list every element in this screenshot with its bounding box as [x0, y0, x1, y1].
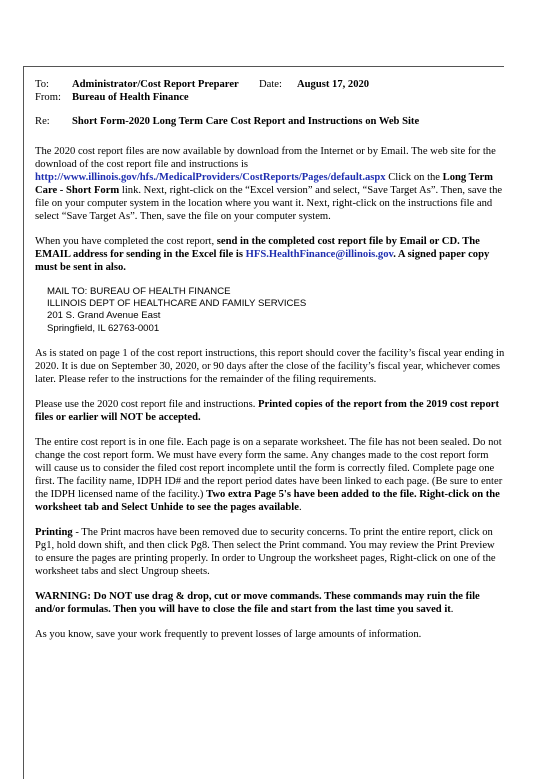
paragraph-submit-bold: send in the completed cost report file by Email or CD. The EMAIL address for sending in the Excel file is	[35, 236, 480, 260]
paragraph-one-file	[35, 436, 505, 514]
re-label: Re:	[35, 116, 50, 127]
to-label: To:	[35, 79, 49, 90]
to-value: Administrator/Cost Report Preparer	[72, 79, 239, 90]
mailing-line-3: 201 S. Grand Avenue East	[47, 310, 161, 322]
paragraph-one-file-bold: Two extra Page 5's have been added to the file. Right-click on the worksheet tab and Select Unhide to see the pages available	[35, 488, 500, 513]
from-label: From:	[35, 92, 61, 103]
from-value: Bureau of Health Finance	[72, 92, 189, 103]
paragraph-due-date: As is stated on page 1 of the cost report instructions, this report should cover the facility’s fiscal year ending in 2020. It is due on September 30, 2020, or 90 days after the close of the facility’s fiscal year, whichever comes later. Please refer to the instructions for the remainder of the filing requirements.	[35, 347, 505, 385]
mailing-line-1: MAIL TO: BUREAU OF HEALTH FINANCE	[47, 286, 231, 297]
paragraph-submit-text: When you have completed the cost report,	[35, 236, 217, 247]
to-row	[35, 78, 505, 91]
paragraph-save-work: As you know, save your work frequently to prevent losses of large amounts of information.	[35, 628, 422, 640]
warning-end: .	[450, 603, 454, 615]
paragraph-printing-text: - The Print macros have been removed due to security concerns. To print the entire report, click on Pg1, hold down shift, and then click Pg8. Then select the Print command. You may review the Print Preview to ensure the pages are printing properly. In order to Ungroup the worksheet pages, Right-click on one of the worksheet tabs and slect Ungroup sheets.	[35, 526, 496, 577]
warning-text: WARNING: Do NOT use drag & drop, cut or move commands. These commands may ruin the file and/or formulas. Then you will have to close the file and start from the last time you saved it	[35, 590, 480, 615]
paragraph-use-2020-text: Please use the 2020 cost report file and instructions.	[35, 398, 259, 410]
from-row	[35, 91, 505, 104]
date-label: Date:	[259, 79, 282, 90]
email-link[interactable]: HFS.HealthFinance@illinois.gov	[245, 249, 394, 260]
mailing-line-2: ILLINOIS DEPT OF HEALTHCARE AND FAMILY SERVICES	[47, 298, 307, 310]
web-site-link[interactable]: http://www.illinois.gov/hfs./MedicalProviders/CostReports/Pages/default.aspx	[35, 172, 386, 183]
mailing-address	[35, 286, 505, 335]
mailing-line-4: Springfield, IL 62763-0001	[47, 322, 160, 334]
paragraph-download	[35, 145, 505, 223]
re-row	[35, 115, 505, 128]
printing-heading: Printing	[35, 526, 73, 538]
paragraph-one-file-end: .	[298, 501, 302, 513]
paragraph-download-text-3: link. Next, right-click on the “Excel version” and select, “Save Target As”. Then, save the file on your computer system in the location where you want it. Next, right-click on the instructions file and select “Save Target As”. Then, save the file on your computer system.	[35, 185, 503, 222]
re-value: Short Form-2020 Long Term Care Cost Report and Instructions on Web Site	[72, 116, 420, 127]
paragraph-use-2020	[35, 398, 505, 424]
memo-body	[35, 78, 505, 641]
paragraph-use-2020-bold: Printed copies of the report from the 2019 cost report files or earlier will NOT be accepted.	[35, 398, 499, 423]
paragraph-download-text-2: Click on the	[385, 172, 443, 183]
date-value: August 17, 2020	[297, 79, 370, 90]
paragraph-download-text: The 2020 cost report files are now available by download from the Internet or by Email. The web site for the download of the cost report file and instructions is	[35, 146, 496, 170]
long-term-care-short-form-text: Long Term Care - Short Form	[35, 172, 494, 196]
paragraph-one-file-text: The entire cost report is in one file. Each page is on a separate worksheet. The file has not been sealed. Do not change the cost report form. We must have every form the same. Any changes made to the cost report form will cause us to consider the filed cost report incomplete until the form is correctly filed. Complete page one first. The facility name, IDPH ID# and the report period dates have been linked to each page. (Be sure to enter the IDPH licensed name of the facility.)	[35, 436, 503, 500]
paragraph-warning	[35, 590, 505, 616]
paragraph-submit	[35, 235, 505, 274]
paragraph-printing	[35, 526, 505, 578]
paragraph-submit-bold-2: . A signed paper copy must be sent in also.	[35, 249, 490, 273]
